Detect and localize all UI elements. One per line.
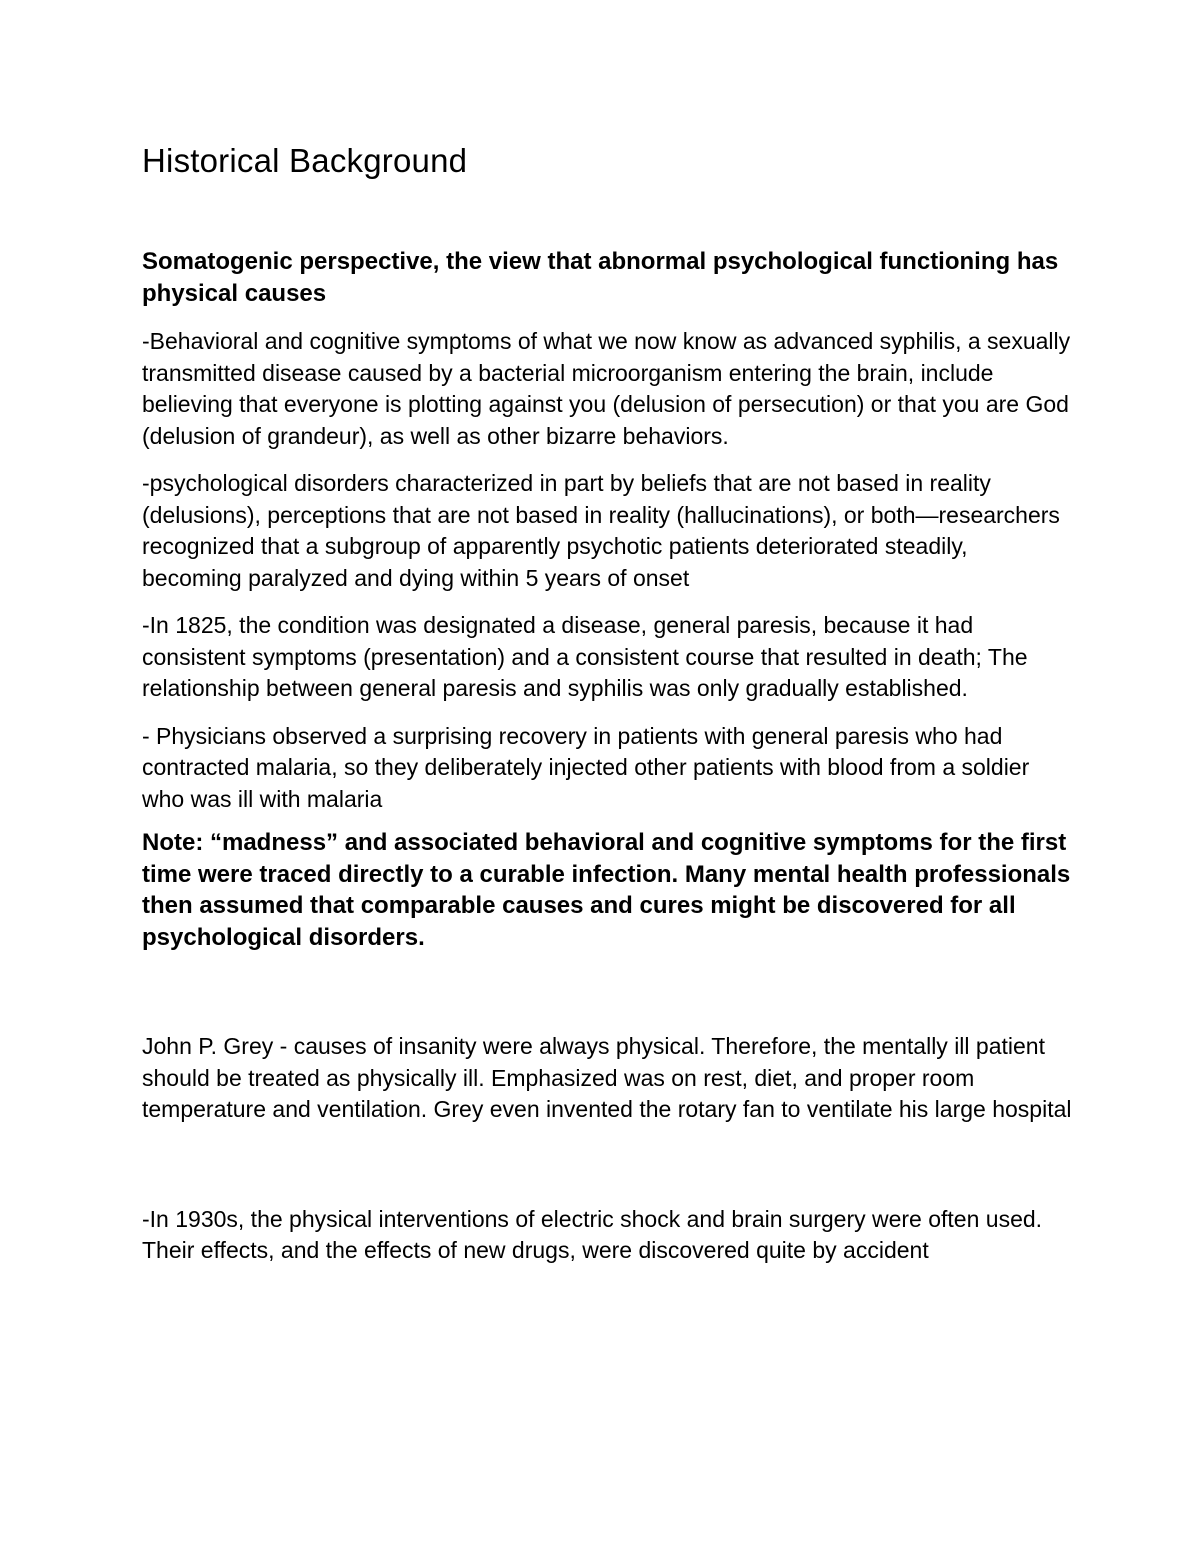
paragraph-general-paresis: -In 1825, the condition was designated a disease, general paresis, because it had consistent symptoms (presentation) and a consistent course that resulted in death; The relationship between general paresis and syphilis was only gradually established. bbox=[142, 612, 1028, 701]
section-subheading: Somatogenic perspective, the view that abnormal psychological functioning has physical causes bbox=[142, 248, 1059, 307]
paragraph-john-grey: John P. Grey - causes of insanity were always physical. Therefore, the mentally ill patient should be treated as physically ill. Emphasized was on rest, diet, and proper room temperature and ventilation. Grey even invented the rotary fan to ventilate his large hospital bbox=[142, 1033, 1072, 1122]
note-paragraph: Note: “madness” and associated behavioral and cognitive symptoms for the first time were traced directly to a curable infection. Many mental health professionals then assumed that comparable causes and cures might be discovered for all psychological disorders. bbox=[142, 829, 1071, 951]
paragraph-1930s: -In 1930s, the physical interventions of electric shock and brain surgery were often used. Their effects, and the effects of new drugs, were discovered quite by accident bbox=[142, 1205, 1043, 1263]
document-content bbox=[142, 138, 1072, 1267]
paragraph-psychological-disorders: -psychological disorders characterized in part by beliefs that are not based in reality (delusions), perceptions that are not based in reality (hallucinations), or both—researchers recognized that a subgroup of apparently psychotic patients deteriorated steadily, becoming paralyzed and dying within 5 years of onset bbox=[142, 470, 1060, 591]
paragraph-syphilis-symptoms: -Behavioral and cognitive symptoms of what we now know as advanced syphilis, a sexually transmitted disease caused by a bacterial microorganism entering the brain, include believing that everyone is plotting against you (delusion of persecution) or that you are God (delusion of grandeur), as well as other bizarre behaviors. bbox=[142, 328, 1071, 449]
paragraph-malaria: - Physicians observed a surprising recovery in patients with general paresis who had contracted malaria, so they deliberately injected other patients with blood from a soldier who was ill with malaria bbox=[142, 722, 1030, 812]
page-title: Historical Background bbox=[142, 142, 468, 179]
